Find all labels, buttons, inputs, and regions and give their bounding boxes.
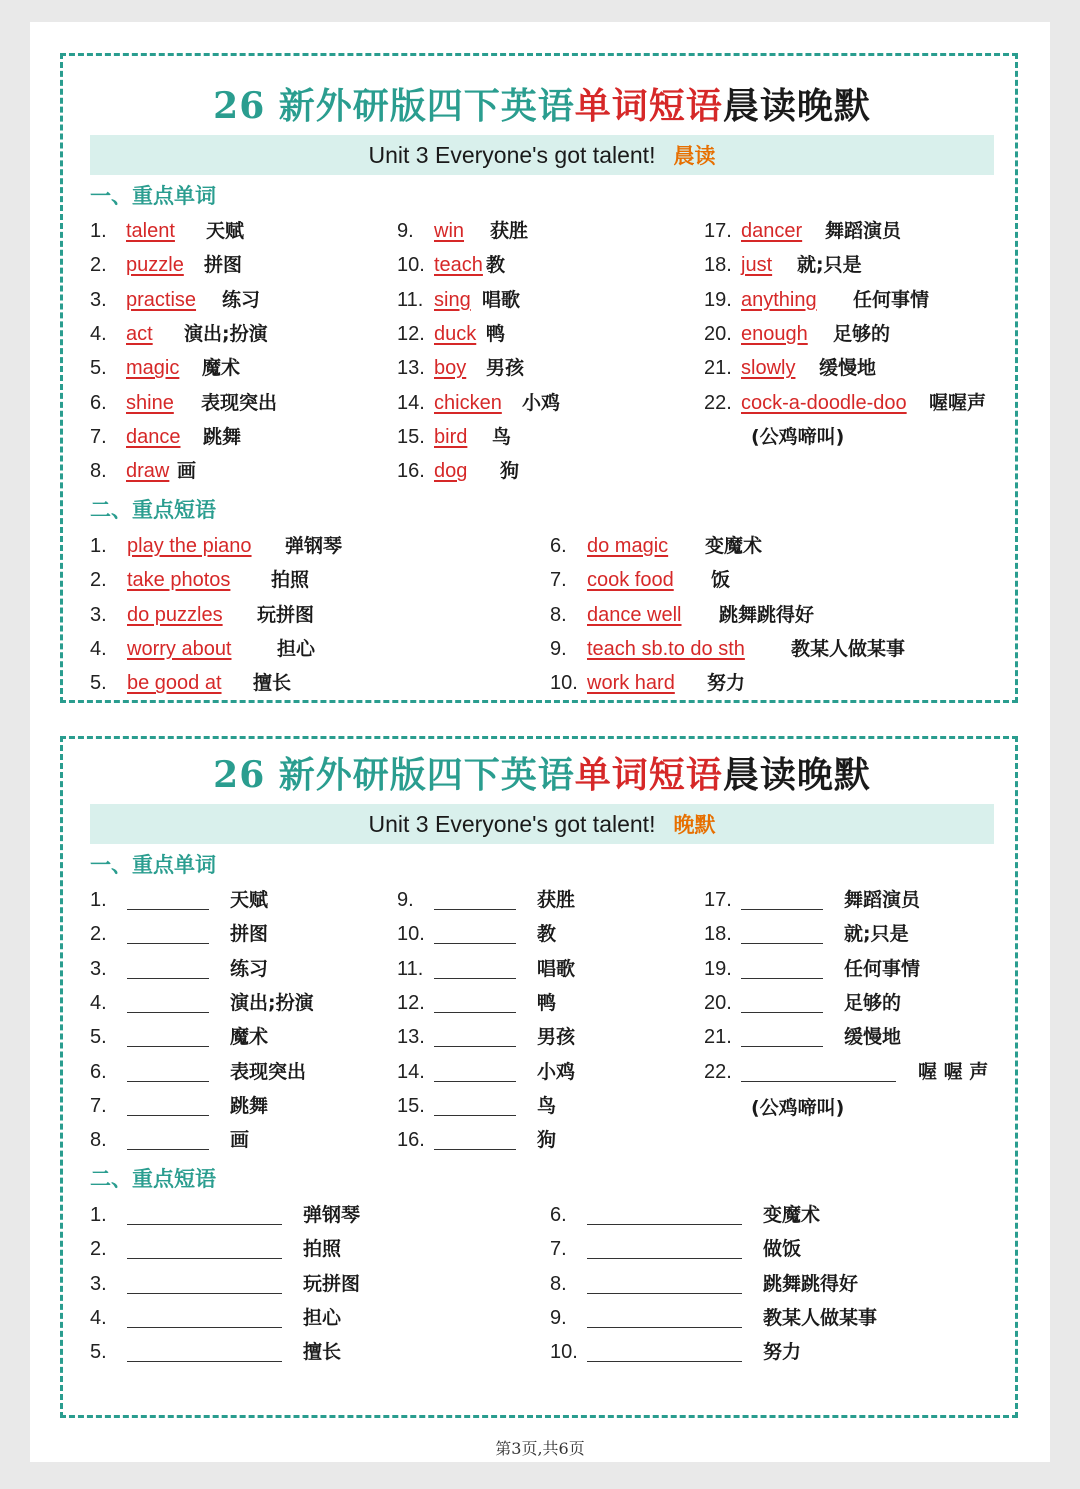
- list-item: [397, 285, 697, 315]
- answer-blank: [127, 1046, 209, 1047]
- list-item: [90, 285, 390, 315]
- chinese-meaning: 喔喔声: [929, 391, 987, 414]
- section-heading-phrases: 二、重点短语: [90, 498, 216, 522]
- chinese-meaning: 获胜: [490, 220, 529, 242]
- english-word: teach: [434, 254, 483, 277]
- answer-blank: [127, 1224, 282, 1225]
- item-number: 4.: [90, 1306, 107, 1329]
- answer-blank: [741, 1046, 823, 1047]
- item-number: 10.: [397, 923, 425, 946]
- answer-blank: [127, 909, 209, 910]
- chinese-meaning: 演出;扮演: [230, 991, 314, 1014]
- list-item: [90, 600, 530, 630]
- item-number: 3.: [90, 1272, 107, 1295]
- chinese-meaning: 男孩: [486, 357, 525, 380]
- answer-blank: [127, 1258, 282, 1259]
- item-number: 21.: [704, 1026, 732, 1049]
- chinese-meaning: 教: [486, 254, 506, 277]
- item-number: 1.: [90, 1204, 107, 1226]
- word22-note: (公鸡啼叫): [751, 426, 845, 448]
- chinese-meaning: 跳舞跳得好: [719, 603, 815, 626]
- item-number: 2.: [90, 569, 107, 592]
- item-number: 11.: [397, 957, 424, 980]
- list-item: [704, 388, 1004, 418]
- chinese-meaning: 拼图: [204, 254, 243, 277]
- chinese-meaning: 任何事情: [844, 957, 921, 980]
- page-title: 26 新外研版四下英语单词短语晨读晚默: [213, 754, 871, 796]
- answer-blank: [741, 1012, 823, 1013]
- list-item: [90, 668, 530, 698]
- english-word: enough: [741, 322, 808, 345]
- list-item: [397, 250, 697, 280]
- item-number: 19.: [704, 957, 732, 980]
- chinese-meaning: 教某人做某事: [763, 1306, 878, 1329]
- list-item: [90, 634, 530, 664]
- word22-note: (公鸡啼叫): [751, 1097, 845, 1119]
- list-item: [704, 1057, 1004, 1087]
- item-number: 2.: [90, 254, 107, 277]
- chinese-meaning: 教某人做某事: [791, 637, 906, 660]
- list-item: [397, 422, 697, 452]
- chinese-meaning: 缓慢地: [844, 1026, 902, 1049]
- list-item: [397, 388, 697, 418]
- list-item: [90, 250, 390, 280]
- item-number: 7.: [90, 425, 107, 448]
- chinese-meaning: 表现突出: [201, 391, 278, 414]
- list-item: [90, 216, 390, 246]
- chinese-meaning: 天赋: [230, 889, 269, 911]
- english-phrase: teach sb.to do sth: [587, 637, 745, 660]
- list-item: [397, 353, 697, 383]
- list-item: [90, 1125, 390, 1155]
- chinese-meaning: 画: [177, 460, 197, 483]
- chinese-meaning: 男孩: [537, 1026, 576, 1049]
- item-number: 2.: [90, 923, 107, 946]
- item-number: 6.: [550, 1204, 567, 1226]
- english-phrase: play the piano: [127, 535, 252, 557]
- answer-blank: [434, 943, 516, 944]
- section-heading-words: 一、重点单词: [90, 853, 216, 877]
- chinese-meaning: 任何事情: [853, 288, 930, 311]
- english-word: dance: [126, 425, 181, 448]
- item-number: 7.: [90, 1094, 107, 1117]
- item-number: 16.: [397, 1129, 425, 1152]
- answer-blank: [587, 1361, 742, 1362]
- list-item: [397, 1091, 697, 1121]
- chinese-meaning: 获胜: [537, 889, 576, 911]
- answer-blank: [741, 1081, 896, 1082]
- list-item: [90, 919, 390, 949]
- unit-banner: [90, 804, 994, 844]
- item-number: 3.: [90, 288, 107, 311]
- item-number: 20.: [704, 991, 732, 1014]
- english-word: boy: [434, 357, 467, 380]
- answer-blank: [434, 909, 516, 910]
- item-number: 20.: [704, 322, 732, 345]
- item-number: 22.: [704, 391, 732, 414]
- list-item: [90, 422, 390, 452]
- english-phrase: be good at: [127, 672, 222, 695]
- item-number: 12.: [397, 322, 425, 345]
- chinese-meaning: 就;只是: [844, 923, 909, 946]
- chinese-meaning: 练习: [222, 288, 261, 311]
- list-item: [704, 250, 1004, 280]
- chinese-meaning: 做饭: [763, 1238, 802, 1261]
- item-number: 7.: [550, 569, 567, 592]
- item-number: 18.: [704, 254, 732, 277]
- item-number: 11.: [397, 288, 424, 311]
- list-item: [90, 1234, 530, 1264]
- chinese-meaning: 跳舞跳得好: [763, 1272, 859, 1295]
- answer-blank: [434, 1149, 516, 1150]
- english-word: chicken: [434, 391, 502, 414]
- chinese-meaning: 跳舞: [203, 425, 242, 448]
- item-number: 10.: [550, 672, 578, 695]
- list-item: [550, 668, 990, 698]
- english-word: sing: [434, 288, 471, 311]
- chinese-meaning: 魔术: [230, 1026, 269, 1049]
- chinese-meaning: 拼图: [230, 923, 269, 946]
- chinese-meaning: 唱歌: [537, 957, 576, 980]
- item-number: 16.: [397, 460, 425, 483]
- list-item: [704, 919, 1004, 949]
- list-item: [90, 1200, 530, 1230]
- english-phrase: take photos: [127, 569, 231, 592]
- list-item: [550, 1200, 990, 1230]
- answer-blank: [741, 909, 823, 910]
- english-phrase: do puzzles: [127, 603, 223, 626]
- chinese-meaning: 小鸡: [522, 391, 561, 414]
- list-item: [90, 531, 530, 561]
- chinese-meaning: 鸭: [537, 991, 557, 1014]
- list-item: [90, 319, 390, 349]
- item-number: 5.: [90, 672, 107, 695]
- chinese-meaning: 魔术: [202, 357, 241, 380]
- list-item: [90, 1337, 530, 1367]
- section-heading-words: 一、重点单词: [90, 184, 216, 208]
- item-number: 14.: [397, 1060, 425, 1083]
- list-item: [550, 1303, 990, 1333]
- list-item: [90, 565, 530, 595]
- item-number: 21.: [704, 357, 732, 380]
- list-item: [704, 353, 1004, 383]
- answer-blank: [127, 1115, 209, 1116]
- answer-blank: [434, 1081, 516, 1082]
- answer-blank: [434, 1115, 516, 1116]
- english-phrase: do magic: [587, 535, 669, 557]
- chinese-meaning: 饭: [711, 569, 731, 592]
- item-number: 15.: [397, 425, 425, 448]
- english-word: cock-a-doodle-doo: [741, 391, 907, 414]
- item-number: 3.: [90, 603, 107, 626]
- chinese-meaning: 足够的: [833, 322, 891, 345]
- answer-blank: [587, 1258, 742, 1259]
- list-item: [90, 885, 390, 915]
- item-number: 13.: [397, 1026, 425, 1049]
- item-number: 4.: [90, 991, 107, 1014]
- item-number: 1.: [90, 220, 107, 242]
- answer-blank: [587, 1293, 742, 1294]
- english-word: win: [434, 220, 465, 242]
- english-word: talent: [126, 220, 175, 242]
- chinese-meaning: 喔 喔 声: [918, 1060, 989, 1083]
- english-word: duck: [434, 322, 477, 345]
- list-item: [90, 954, 390, 984]
- answer-blank: [434, 1046, 516, 1047]
- answer-blank: [127, 943, 209, 944]
- unit-banner: [90, 135, 994, 175]
- english-phrase: worry about: [127, 637, 232, 660]
- chinese-meaning: 小鸡: [537, 1060, 576, 1083]
- english-word: just: [741, 254, 773, 277]
- answer-blank: [434, 1012, 516, 1013]
- chinese-meaning: 舞蹈演员: [844, 889, 921, 911]
- unit-title: Unit 3 Everyone's got talent!: [368, 811, 656, 837]
- chinese-meaning: 弹钢琴: [285, 535, 343, 557]
- item-number: 6.: [90, 1060, 107, 1083]
- english-word: slowly: [741, 357, 796, 380]
- chinese-meaning: 唱歌: [482, 288, 521, 311]
- chinese-meaning: 担心: [303, 1306, 342, 1329]
- list-item: [397, 988, 697, 1018]
- chinese-meaning: 练习: [230, 957, 269, 980]
- chinese-meaning: 玩拼图: [303, 1272, 361, 1295]
- item-number: 2.: [90, 1238, 107, 1261]
- item-number: 14.: [397, 391, 425, 414]
- item-number: 7.: [550, 1238, 567, 1261]
- item-number: 17.: [704, 220, 732, 242]
- chinese-meaning: 拍照: [303, 1238, 342, 1261]
- answer-blank: [127, 978, 209, 979]
- chinese-meaning: 擅长: [253, 672, 292, 695]
- chinese-meaning: 弹钢琴: [303, 1204, 361, 1226]
- list-item: [704, 885, 1004, 915]
- list-item: [397, 954, 697, 984]
- item-number: 5.: [90, 1026, 107, 1049]
- item-number: 1.: [90, 535, 107, 557]
- list-item: [550, 565, 990, 595]
- item-number: 4.: [90, 322, 107, 345]
- chinese-meaning: 变魔术: [705, 535, 763, 557]
- list-item: [550, 1269, 990, 1299]
- list-item: [397, 216, 697, 246]
- list-item: [90, 388, 390, 418]
- english-word: draw: [126, 460, 170, 483]
- answer-blank: [741, 978, 823, 979]
- english-word: anything: [741, 288, 817, 311]
- list-item: [550, 1234, 990, 1264]
- chinese-meaning: 跳舞: [230, 1094, 269, 1117]
- item-number: 17.: [704, 889, 732, 911]
- item-number: 1.: [90, 889, 107, 911]
- chinese-meaning: 鸟: [492, 425, 512, 448]
- english-word: magic: [126, 357, 180, 380]
- chinese-meaning: 擅长: [303, 1341, 342, 1364]
- item-number: 5.: [90, 1341, 107, 1364]
- english-word: dog: [434, 460, 468, 483]
- chinese-meaning: 舞蹈演员: [825, 220, 902, 242]
- page-title: 26 新外研版四下英语单词短语晨读晚默: [213, 85, 871, 127]
- chinese-meaning: 缓慢地: [819, 357, 877, 380]
- page-footer: 第3页,共6页: [495, 1439, 585, 1458]
- chinese-meaning: 变魔术: [763, 1204, 821, 1226]
- chinese-meaning: 鸟: [537, 1094, 557, 1117]
- answer-blank: [127, 1012, 209, 1013]
- morning-reading-card: [60, 53, 1018, 703]
- chinese-meaning: 担心: [277, 637, 316, 660]
- answer-blank: [434, 978, 516, 979]
- item-number: 8.: [550, 603, 567, 626]
- item-number: 8.: [90, 460, 107, 483]
- english-word: dancer: [741, 220, 803, 242]
- list-item: [90, 1057, 390, 1087]
- english-phrase: cook food: [587, 569, 674, 592]
- item-number: 5.: [90, 357, 107, 380]
- chinese-meaning: 天赋: [206, 220, 245, 242]
- item-number: 8.: [90, 1129, 107, 1152]
- list-item: [90, 456, 390, 486]
- morning-tag: 晨读: [673, 144, 716, 168]
- item-number: 9.: [550, 637, 567, 660]
- english-word: puzzle: [126, 254, 184, 277]
- list-item: [90, 988, 390, 1018]
- item-number: 8.: [550, 1272, 567, 1295]
- item-number: 18.: [704, 923, 732, 946]
- section-heading-phrases: 二、重点短语: [90, 1167, 216, 1191]
- chinese-meaning: 足够的: [844, 991, 902, 1014]
- chinese-meaning: 狗: [500, 460, 520, 483]
- answer-blank: [127, 1327, 282, 1328]
- list-item: [550, 634, 990, 664]
- list-item: [704, 988, 1004, 1018]
- chinese-meaning: 就;只是: [797, 254, 862, 277]
- list-item: [90, 353, 390, 383]
- list-item: [550, 531, 990, 561]
- item-number: 3.: [90, 957, 107, 980]
- list-item: [704, 319, 1004, 349]
- unit-title: Unit 3 Everyone's got talent!: [368, 142, 656, 168]
- item-number: 4.: [90, 637, 107, 660]
- item-number: 9.: [550, 1306, 567, 1329]
- chinese-meaning: 画: [230, 1129, 250, 1152]
- item-number: 9.: [397, 220, 414, 242]
- item-number: 13.: [397, 357, 425, 380]
- item-number: 10.: [550, 1341, 578, 1364]
- list-item: [704, 285, 1004, 315]
- chinese-meaning: 玩拼图: [257, 603, 315, 626]
- answer-blank: [127, 1293, 282, 1294]
- list-item: [550, 1337, 990, 1367]
- list-item: [397, 1022, 697, 1052]
- answer-blank: [741, 943, 823, 944]
- list-item: [397, 919, 697, 949]
- list-item: [90, 1022, 390, 1052]
- list-item: [550, 600, 990, 630]
- english-word: act: [126, 322, 153, 345]
- answer-blank: [127, 1081, 209, 1082]
- chinese-meaning: 努力: [763, 1341, 802, 1364]
- english-word: shine: [126, 391, 174, 414]
- english-word: bird: [434, 425, 468, 448]
- list-item: [704, 954, 1004, 984]
- list-item: [397, 1125, 697, 1155]
- chinese-meaning: 演出;扮演: [184, 322, 268, 345]
- item-number: 12.: [397, 991, 425, 1014]
- list-item: [397, 1057, 697, 1087]
- list-item: [397, 885, 697, 915]
- chinese-meaning: 鸭: [486, 322, 506, 345]
- answer-blank: [127, 1149, 209, 1150]
- item-number: 6.: [90, 391, 107, 414]
- item-number: 6.: [550, 535, 567, 557]
- list-item: [397, 456, 697, 486]
- chinese-meaning: 狗: [537, 1129, 557, 1152]
- list-item: [90, 1091, 390, 1121]
- item-number: 15.: [397, 1094, 425, 1117]
- item-number: 22.: [704, 1060, 732, 1083]
- chinese-meaning: 教: [537, 923, 557, 946]
- list-item: [90, 1303, 530, 1333]
- answer-blank: [587, 1224, 742, 1225]
- chinese-meaning: 表现突出: [230, 1060, 307, 1083]
- english-phrase: dance well: [587, 603, 682, 626]
- item-number: 19.: [704, 288, 732, 311]
- item-number: 9.: [397, 889, 414, 911]
- list-item: [704, 216, 1004, 246]
- chinese-meaning: 拍照: [271, 569, 310, 592]
- chinese-meaning: 努力: [707, 672, 746, 695]
- evening-tag: 晚默: [673, 813, 716, 837]
- english-word: practise: [126, 288, 197, 311]
- list-item: [90, 1269, 530, 1299]
- answer-blank: [127, 1361, 282, 1362]
- list-item: [704, 1022, 1004, 1052]
- item-number: 10.: [397, 254, 425, 277]
- english-phrase: work hard: [587, 672, 675, 695]
- list-item: [397, 319, 697, 349]
- evening-dictation-card: [60, 736, 1018, 1418]
- answer-blank: [587, 1327, 742, 1328]
